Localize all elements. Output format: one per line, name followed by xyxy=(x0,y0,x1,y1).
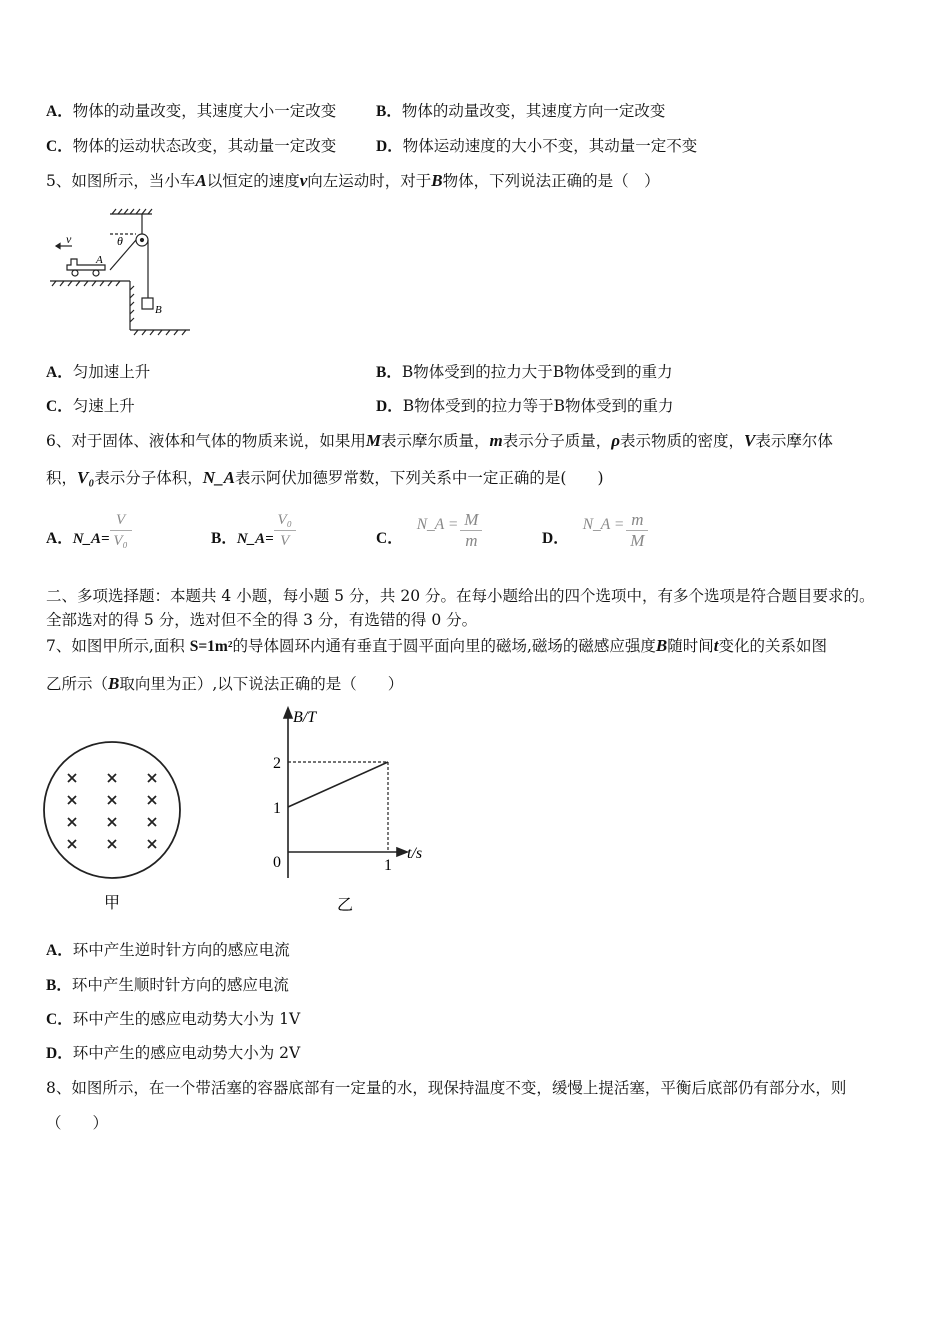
q4-option-b xyxy=(376,101,665,122)
text-segment: m xyxy=(489,431,503,450)
y-axis-label: B/T xyxy=(293,709,317,726)
denominator: V₀ xyxy=(113,533,128,549)
q7-option-c xyxy=(46,1009,300,1030)
text-segment: S=1m² xyxy=(189,638,233,655)
cross-icon xyxy=(108,840,116,848)
option-label: D． xyxy=(542,530,569,547)
q7-chart-b-vs-t xyxy=(265,700,445,920)
option-text: B物体受到的拉力等于B物体受到的重力 xyxy=(402,397,674,415)
text-segment: 7、如图甲所示,面积 xyxy=(46,637,190,655)
q4-option-a xyxy=(46,101,336,122)
y-axis-arrow xyxy=(284,708,292,718)
option-text: 环中产生顺时针方向的感应电流 xyxy=(71,976,289,994)
q7-option-a xyxy=(46,940,290,961)
option-label: D． xyxy=(46,1045,73,1062)
series-line xyxy=(288,762,388,807)
q6-option-b xyxy=(211,505,296,549)
text-segment: 的导体圆环内通有垂直于圆平面向里的磁场,磁场的磁感应强度 xyxy=(232,637,656,655)
x-tick-label: 1 xyxy=(384,857,392,874)
q5-option-d xyxy=(376,396,674,417)
numerator: V xyxy=(116,512,126,528)
origin-label: 0 xyxy=(273,854,281,871)
cross-icon xyxy=(148,840,156,848)
q6-option-c xyxy=(376,505,482,549)
q5-pulley-diagram xyxy=(44,200,194,338)
cross-icon xyxy=(108,818,116,826)
option-text: 匀加速上升 xyxy=(72,363,151,381)
text-segment: v xyxy=(299,171,308,190)
option-text: 环中产生的感应电动势大小为 1V xyxy=(72,1010,301,1028)
fraction xyxy=(274,512,296,549)
option-label: C． xyxy=(46,1011,73,1028)
text-segment: 表示摩尔质量， xyxy=(381,432,490,450)
option-text: 物体的动量改变，其速度大小一定改变 xyxy=(72,102,337,120)
q6-stem-line2 xyxy=(46,468,604,488)
numerator: m xyxy=(631,510,644,529)
q7-figure-jia xyxy=(40,740,190,920)
text-segment: 6、对于固体、液体和气体的物质来说，如果用 xyxy=(46,432,366,450)
cross-icon xyxy=(148,796,156,804)
text-segment: V₀ xyxy=(77,468,95,487)
option-label: A． xyxy=(46,103,73,120)
formula-lhs: N_A= xyxy=(236,531,274,547)
option-label: B． xyxy=(376,103,402,120)
x-axis-arrow xyxy=(397,848,407,856)
label-v: v xyxy=(66,232,72,246)
text-segment: 以恒定的速度 xyxy=(206,172,300,190)
figure-caption-jia: 甲 xyxy=(104,895,121,912)
text-segment: M xyxy=(365,431,381,450)
q6-stem-line1 xyxy=(46,431,833,451)
cross-icon xyxy=(68,796,76,804)
numerator: V₀ xyxy=(277,512,292,528)
cross-icon xyxy=(108,774,116,782)
text-segment: 表示分子质量， xyxy=(502,432,612,450)
cross-icon xyxy=(68,840,76,848)
option-text: 物体的动量改变，其速度方向一定改变 xyxy=(401,102,666,120)
option-label: B． xyxy=(46,977,72,994)
q7-stem-line2 xyxy=(46,674,403,694)
fraction xyxy=(110,512,132,549)
text-segment: B xyxy=(655,636,668,655)
cross-icon xyxy=(68,774,76,782)
text-segment: ρ xyxy=(611,431,621,450)
q5-option-c xyxy=(46,396,135,417)
option-label: C． xyxy=(46,398,73,415)
text-segment: 表示分子体积， xyxy=(94,469,203,487)
text-segment: V xyxy=(744,431,756,450)
text-segment: 随时间 xyxy=(667,637,714,655)
denominator: m xyxy=(465,531,478,550)
q4-option-c xyxy=(46,136,336,157)
label-b: B xyxy=(155,304,162,316)
numerator: M xyxy=(464,510,479,529)
option-text: 环中产生逆时针方向的感应电流 xyxy=(72,941,290,959)
q5-option-a xyxy=(46,362,150,383)
text-segment: 积， xyxy=(46,469,78,487)
q7-stem-line1 xyxy=(46,636,827,657)
option-label: A． xyxy=(46,942,73,959)
text-segment: B xyxy=(431,171,443,190)
y-tick-label: 2 xyxy=(273,755,281,772)
formula-lhs: N_A = xyxy=(582,516,625,533)
label-a: A xyxy=(96,254,103,266)
text-segment: 变化的关系如图 xyxy=(718,637,828,655)
text-segment: 表示摩尔体 xyxy=(755,432,833,450)
text-segment: N_A xyxy=(202,468,235,487)
q4-option-d xyxy=(376,136,697,157)
q7-option-d xyxy=(46,1043,300,1064)
option-text: 物体运动速度的大小不变，其动量一定不变 xyxy=(402,137,698,155)
x-axis-label: t/s xyxy=(407,845,423,862)
option-label: D． xyxy=(376,398,403,415)
option-label: C． xyxy=(46,138,73,155)
section2-header-line1: 二、多项选择题：本题共 4 小题，每小题 5 分，共 20 分。在每小题给出的四个选项中，有多个选项是符合题目要求的。 xyxy=(46,587,875,605)
y-tick-label: 1 xyxy=(273,800,281,817)
q7-option-b xyxy=(46,975,289,996)
option-label: A． xyxy=(46,530,73,547)
denominator: V xyxy=(280,533,290,549)
q5-option-b xyxy=(376,362,673,383)
text-segment: B xyxy=(108,674,120,693)
text-segment: 表示阿伏加德罗常数，下列关系中一定正确的是( ) xyxy=(234,469,604,487)
formula-lhs: N_A= xyxy=(72,531,110,547)
option-text: B物体受到的拉力大于B物体受到的重力 xyxy=(401,363,673,381)
fraction xyxy=(460,512,482,549)
text-segment: 物体，下列说法正确的是（ ） xyxy=(442,172,660,190)
text-segment: 向左运动时，对于 xyxy=(307,172,432,190)
q6-option-d xyxy=(542,505,648,549)
q8-stem-line2: （ ） xyxy=(46,1114,109,1132)
text-segment: t xyxy=(713,636,719,655)
text-segment: 取向里为正）,以下说法正确的是（ ） xyxy=(119,675,404,693)
text-segment: A xyxy=(195,171,207,190)
formula-lhs: N_A = xyxy=(416,516,459,533)
q8-stem-line1: 8、如图所示，在一个带活塞的容器底部有一定量的水，现保持温度不变，缓慢上提活塞，平衡后底部仍有部分水，则 xyxy=(46,1079,847,1097)
option-label: C． xyxy=(376,530,403,547)
text-segment: 5、如图所示，当小车 xyxy=(46,172,196,190)
denominator: M xyxy=(630,531,645,550)
section2-header-line2: 全部选对的得 5 分，选对但不全的得 3 分，有选错的得 0 分。 xyxy=(46,611,478,629)
fraction xyxy=(626,512,648,549)
label-theta: θ xyxy=(117,234,123,248)
cross-icon xyxy=(68,818,76,826)
option-label: A． xyxy=(46,364,73,381)
text-segment: 乙所示（ xyxy=(46,675,109,693)
q6-option-a xyxy=(46,505,132,549)
option-label: B． xyxy=(376,364,402,381)
cross-icon xyxy=(148,774,156,782)
option-text: 环中产生的感应电动势大小为 2V xyxy=(72,1044,301,1062)
q5-stem xyxy=(46,171,660,191)
cross-icon xyxy=(148,818,156,826)
option-text: 匀速上升 xyxy=(72,397,135,415)
text-segment: 表示物质的密度， xyxy=(620,432,745,450)
option-label: B． xyxy=(211,530,237,547)
option-label: D． xyxy=(376,138,403,155)
figure-caption-yi: 乙 xyxy=(337,897,354,914)
option-text: 物体的运动状态改变，其动量一定改变 xyxy=(72,137,337,155)
cross-icon xyxy=(108,796,116,804)
